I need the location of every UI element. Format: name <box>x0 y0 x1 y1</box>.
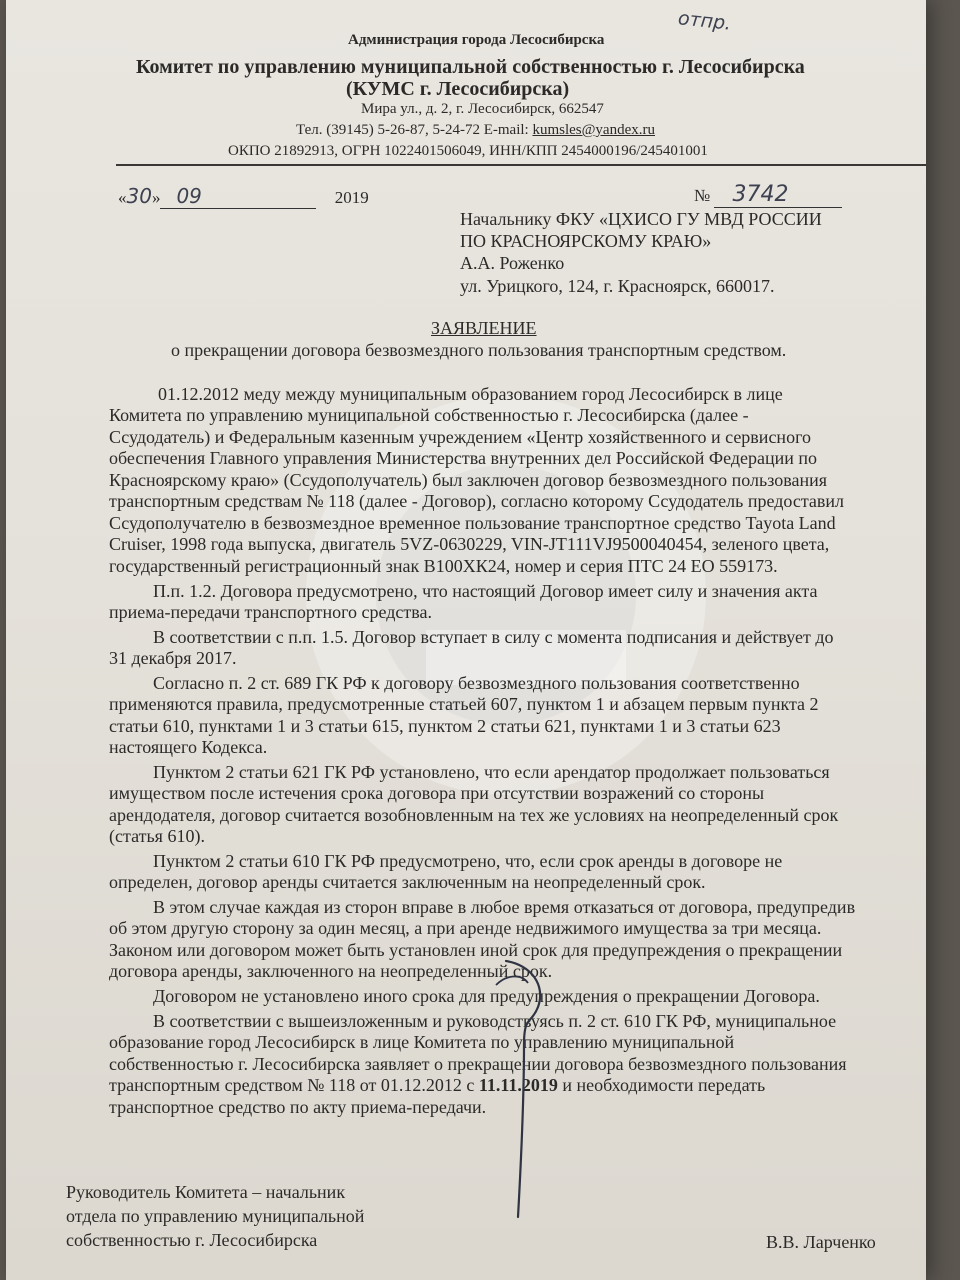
date-day: 30 <box>126 184 152 208</box>
doc-title: ЗАЯВЛЕНИЕ <box>431 318 537 338</box>
document-page <box>6 0 926 1280</box>
header-codes: ОКПО 21892913, ОГРН 1022401506049, ИНН/КПП 2454000196/245401001 <box>228 143 708 159</box>
date-year: 2019 <box>334 188 369 207</box>
recipient-line-4: ул. Урицкого, 124, г. Красноярск, 660017. <box>460 276 775 296</box>
body-line-9: государственный регистрационный знак В100ХК24, номер и серия ПТС 24 ЕО 559173. <box>109 556 778 576</box>
body-line-10: П.п. 1.2. Договора предусмотрено, что настоящий Договор имеет силу и значения акта <box>153 581 818 601</box>
number-value: 3742 <box>714 182 842 208</box>
date-open-quote: « <box>118 188 127 207</box>
recipient-line-1: Начальнику ФКУ «ЦХИСО ГУ МВД РОССИИ <box>460 209 822 229</box>
body-line-31: собственностью г. Лесосибирска заявляет о прекращении договора безвозмездного пользования <box>109 1054 847 1074</box>
signer-title-line-1: Руководитель Комитета – начальник <box>66 1182 346 1202</box>
date-month: 09 <box>160 184 316 209</box>
body-line-5: Красноярскому краю» (Ссудополучатель) был заключен договор безвозмездного пользования <box>109 470 828 490</box>
body-line-16: статьи 610, пунктами 1 и 3 статьи 615, пунктом 2 статьи 621, пунктами 1 и 3 статьи 623 <box>109 716 781 736</box>
body-line-19: имуществом после истечения срока договора при отсутствии возражений со стороны <box>109 783 765 803</box>
handwritten-annotation: отпр. <box>676 7 733 35</box>
signer-name: В.В. Ларченко <box>766 1232 876 1252</box>
date-line <box>118 184 369 209</box>
header-abbr: (КУМС г. Лесосибирска) <box>346 78 570 100</box>
termination-date: 11.11.2019 <box>478 1075 558 1095</box>
doc-subtitle: о прекращении договора безвозмездного пользования транспортным средством. <box>171 340 787 360</box>
body-line-29: В соответствии с вышеизложенным и руководствуясь п. 2 ст. 610 ГК РФ, муниципальное <box>153 1011 837 1031</box>
body-line-28: Договором не установлено иного срока для предупреждения о прекращении Договора. <box>153 986 820 1006</box>
body-line-25: об этом другую сторону за один месяц, а при аренде недвижимого имущества за три месяца. <box>109 918 822 938</box>
body-line-4: обеспечения Главного управления Министерства внутренних дел Российской Федерации по <box>109 448 818 468</box>
body-line-22: Пунктом 2 статьи 610 ГК РФ предусмотрено, что, если срок аренды в договоре не <box>153 851 783 871</box>
recipient-line-2: ПО КРАСНОЯРСКОМУ КРАЮ» <box>460 231 712 251</box>
body-line-26: Законом или договором может быть установлен иной срок для предупреждения о прекращении <box>109 940 843 960</box>
body-line-1: 01.12.2012 меду между муниципальным образованием город Лесосибирск в лице <box>158 384 783 404</box>
signer-title-line-2: отдела по управлению муниципальной <box>66 1206 365 1226</box>
body-line-8: Cruiser, 1998 года выпуска, двигатель 5VZ-0630229, VIN-JT111VJ9500040454, зеленого цвета, <box>109 534 830 554</box>
body-line-12: В соответствии с п.п. 1.5. Договор вступает в силу с момента подписания и действует до <box>153 627 834 647</box>
body-line-7: Ссудополучателю в безвозмездное временное пользование транспортное средство Tayota Land <box>109 513 836 533</box>
body-line-15: применяются правила, предусмотренные статьей 607, пунктом 1 и абзацем первым пункта 2 <box>109 694 819 714</box>
last-para-post: и необходимости передать <box>557 1075 766 1095</box>
header-phone: Тел. (39145) 5-26-87, 5-24-72 E-mail: <box>296 122 533 138</box>
body-line-3: Ссудодатель) и Федеральным казенным учреждением «Центр хозяйственного и сервисного <box>109 427 811 447</box>
header-email: kumsles@yandex.ru <box>532 122 655 138</box>
body-line-21: (статья 610). <box>109 826 205 846</box>
body-line-33: транспортное средство по акту приема-передачи. <box>109 1097 487 1117</box>
body-line-30: образование город Лесосибирск в лице Комитета по управлению муниципальной <box>109 1032 735 1052</box>
signer-title-line-3: собственностью г. Лесосибирска <box>66 1230 318 1250</box>
body-line-11: приема-передачи транспортного средства. <box>109 602 433 622</box>
doc-number <box>694 182 842 208</box>
header-address: Мира ул., д. 2, г. Лесосибирск, 662547 <box>361 101 604 117</box>
body-line-2: Комитета по управлению муниципальной собственностью г. Лесосибирска (далее - <box>109 405 749 425</box>
body-line-13: 31 декабря 2017. <box>109 648 237 668</box>
body-line-23: определен, договор аренды считается заключенным на неопределенный срок. <box>109 872 706 892</box>
body-line-27: договора аренды, заключенного на неопределенный срок. <box>109 961 553 981</box>
body-line-14: Согласно п. 2 ст. 689 ГК РФ к договору безвозмездного пользования соответственно <box>153 673 800 693</box>
body-line-17: настоящего Кодекса. <box>109 737 268 757</box>
body-line-18: Пунктом 2 статьи 621 ГК РФ установлено, что если арендатор продолжает пользоваться <box>153 762 830 782</box>
header-admin: Администрация города Лесосибирска <box>348 32 605 48</box>
header-rule <box>116 164 926 166</box>
number-label: № <box>694 186 711 205</box>
header-contacts <box>296 122 655 139</box>
header-committee: Комитет по управлению муниципальной собственностью г. Лесосибирска <box>136 56 805 78</box>
body-line-32 <box>109 1075 765 1097</box>
handwritten-signature <box>476 955 566 1225</box>
body-line-20: арендодателя, договор считается возобновленным на тех же условиях на неопределенный срок <box>109 805 839 825</box>
recipient-line-3: А.А. Роженко <box>460 253 565 273</box>
body-line-24: В этом случае каждая из сторон вправе в любое время отказаться от договора, предупредив <box>153 897 856 917</box>
last-para-pre: транспортным средством № 118 от 01.12.2012 с <box>109 1075 479 1095</box>
date-close-quote: » <box>151 188 161 207</box>
body-line-6: транспортным средствам № 118 (далее - Договор), согласно которому Ссудодатель предоставил <box>109 491 845 511</box>
